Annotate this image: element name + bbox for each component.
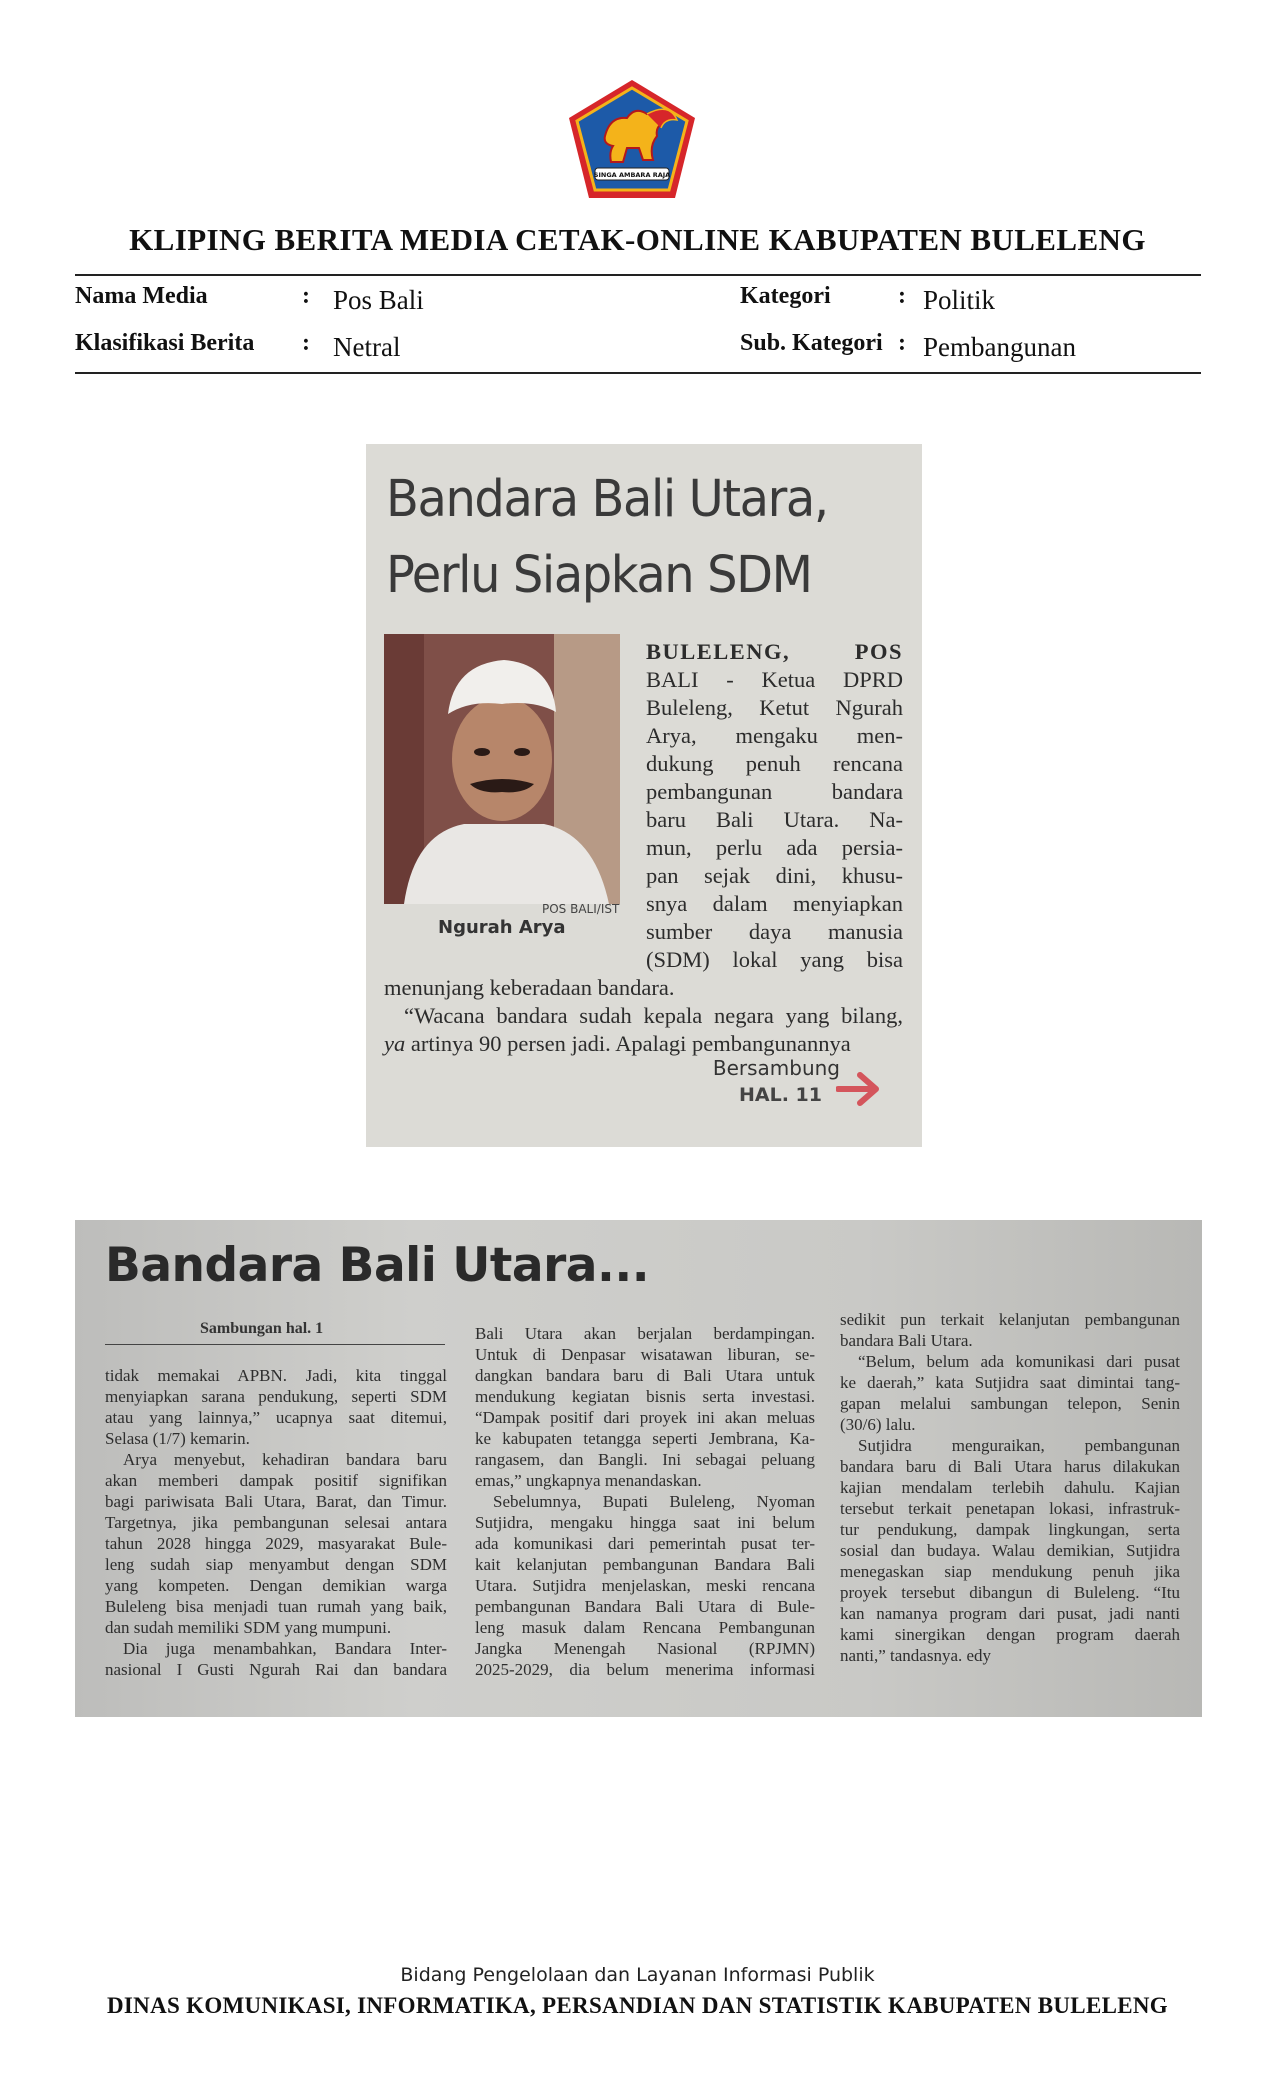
arrow-right-icon xyxy=(836,1070,882,1108)
article-line: “Wacana bandara sudah kepala negara yang bilang, xyxy=(404,1003,903,1028)
article-line: pembangunan Bandara Bali Utara di Bule- xyxy=(475,1597,815,1616)
newspaper-clipping-continuation xyxy=(75,1220,1202,1717)
article-line: “Dampak positif dari proyek ini akan meluas xyxy=(475,1408,815,1427)
article-line: ke kabupaten tetangga seperti Jembrana, Ka- xyxy=(475,1429,815,1448)
classification-colon: : xyxy=(302,330,310,356)
media-colon: : xyxy=(302,283,310,309)
continued-label: Bersambung xyxy=(712,1056,840,1080)
article-line: tur pendukung, dampak lingkungan, serta xyxy=(840,1520,1180,1539)
article-line: kan namanya program dari pusat, jadi nanti xyxy=(840,1604,1180,1623)
logo-text: SINGA AMBARA RAJA xyxy=(593,171,671,179)
article-line: sumber daya manusia xyxy=(646,919,903,944)
article-line: Arya menyebut, kehadiran bandara baru xyxy=(123,1450,447,1469)
article-line: Arya, mengaku men- xyxy=(646,723,903,748)
category-value: Politik xyxy=(923,285,996,315)
article-line: Buleleng bisa menjadi tuan rumah yang baik, xyxy=(105,1597,447,1616)
article-line: BULELENG, POS xyxy=(646,639,903,664)
article-line: proyek tersebut dibangun di Buleleng. “Itu xyxy=(840,1583,1180,1602)
article-line: Bali Utara akan berjalan berdampingan. xyxy=(475,1324,815,1343)
headline-line-2: Perlu Siapkan SDM xyxy=(386,546,812,605)
article-line: Buleleng, Ketut Ngurah xyxy=(646,695,903,720)
portrait-photo xyxy=(384,634,620,904)
article-line: akan memberi dampak positif signifikan xyxy=(105,1471,447,1490)
article-line: dangkan bandara baru di Bali Utara untuk xyxy=(475,1366,815,1385)
article-line: ada komunikasi dari pemerintah pusat ter- xyxy=(475,1534,815,1553)
newspaper-clipping-front xyxy=(366,444,922,1147)
article-line: Selasa (1/7) kemarin. xyxy=(105,1429,250,1448)
article-line: ke daerah,” kata Sutjidra saat dimintai tang- xyxy=(840,1373,1180,1392)
article-line: bandara baru di Bali Utara harus dilakukan xyxy=(840,1457,1180,1476)
article-line: menyiapkan sarana pendukung, seperti SDM xyxy=(105,1387,447,1406)
buleleng-regency-logo xyxy=(565,76,699,202)
article-line: “Belum, belum ada komunikasi dari pusat xyxy=(858,1352,1180,1371)
article-line: yang kompeten. Dengan demikian warga xyxy=(105,1576,447,1595)
article-line: rangasem, dan Bangli. Ini sebagai peluang xyxy=(475,1450,815,1469)
category-colon: : xyxy=(898,283,906,309)
article-line: snya dalam menyiapkan xyxy=(646,891,903,916)
article-line: menunjang keberadaan bandara. xyxy=(384,975,675,1000)
article-line: leng sudah siap menyambut dengan SDM xyxy=(105,1555,447,1574)
divider xyxy=(75,274,1201,276)
clipping-headline xyxy=(386,462,884,614)
clipping-headline: Bandara Bali Utara... xyxy=(105,1238,650,1293)
divider xyxy=(105,1344,445,1345)
article-line: Targetnya, jika pembangunan selesai antara xyxy=(105,1513,447,1532)
article-line: pembangunan bandara xyxy=(646,779,903,804)
article-line: dukung penuh rencana xyxy=(646,751,903,776)
article-line: mun, perlu ada persia- xyxy=(646,835,903,860)
subcategory-label: Sub. Kategori xyxy=(740,330,883,356)
category-label: Kategori xyxy=(740,283,831,309)
media-value: Pos Bali xyxy=(333,285,424,315)
continued-page: HAL. 11 xyxy=(739,1084,822,1106)
subcategory-colon: : xyxy=(898,330,906,356)
article-line: Untuk di Denpasar wisatawan liburan, se- xyxy=(475,1345,815,1364)
article-line: pan sejak dini, khusu- xyxy=(646,863,903,888)
article-line: gapan melalui sambungan telepon, Senin xyxy=(840,1394,1180,1413)
article-line: ya artinya 90 persen jadi. Apalagi pembangunannya xyxy=(384,1031,851,1056)
article-line: BALI - Ketua DPRD xyxy=(646,667,903,692)
classification-label: Klasifikasi Berita xyxy=(75,330,255,356)
article-line: tersebut terkait penetapan lokasi, infrastruk- xyxy=(840,1499,1180,1518)
article-line: 2025-2029, dia belum menerima informasi xyxy=(475,1660,815,1679)
article-line: Sebelumnya, Bupati Buleleng, Nyoman xyxy=(493,1492,815,1511)
article-line: nasional I Gusti Ngurah Rai dan bandara xyxy=(105,1660,447,1679)
article-line: Sutjidra, mengaku hingga saat ini belum xyxy=(475,1513,815,1532)
article-line: mendukung kegiatan bisnis serta investasi. xyxy=(475,1387,815,1406)
article-line: kait kelanjutan pembangunan Bandara Bali xyxy=(475,1555,815,1574)
divider xyxy=(75,372,1201,374)
media-label: Nama Media xyxy=(75,283,208,309)
article-line: kajian mendalam terlebih dahulu. Kajian xyxy=(840,1478,1180,1497)
subcategory-value: Pembangunan xyxy=(923,332,1076,362)
footer-agency: DINAS KOMUNIKASI, INFORMATIKA, PERSANDIAN DAN STATISTIK KABUPATEN BULELENG xyxy=(107,1993,1168,2018)
article-line: kami sinergikan dengan program daerah xyxy=(840,1625,1180,1644)
article-line: leng masuk dalam Rencana Pembangunan xyxy=(475,1618,815,1637)
article-line: tidak memakai APBN. Jadi, kita tinggal xyxy=(105,1366,447,1385)
article-line: bagi pariwisata Bali Utara, Barat, dan Timur. xyxy=(105,1492,447,1511)
italic-word: ya xyxy=(384,1031,406,1056)
article-line: nanti,” tandasnya. edy xyxy=(840,1646,992,1665)
article-line: tahun 2028 hingga 2029, masyarakat Bule- xyxy=(105,1534,447,1553)
article-line: emas,” ungkapnya menandaskan. xyxy=(475,1471,702,1490)
page-title: KLIPING BERITA MEDIA CETAK-ONLINE KABUPATEN BULELENG xyxy=(129,222,1146,257)
article-line: (SDM) lokal yang bisa xyxy=(646,947,903,972)
footer-department: Bidang Pengelolaan dan Layanan Informasi Publik xyxy=(400,1964,875,1986)
continuation-label: Sambungan hal. 1 xyxy=(200,1320,324,1337)
headline-line-1: Bandara Bali Utara, xyxy=(386,470,828,529)
article-line: (30/6) lalu. xyxy=(840,1415,916,1434)
article-line: dan sudah memiliki SDM yang mumpuni. xyxy=(105,1618,392,1637)
article-line: Dia juga menambahkan, Bandara Inter- xyxy=(123,1639,447,1658)
article-line: baru Bali Utara. Na- xyxy=(646,807,903,832)
article-line: Sutjidra menguraikan, pembangunan xyxy=(858,1436,1180,1455)
article-line: atau yang lainnya,” ucapnya saat ditemui, xyxy=(105,1408,447,1427)
article-line: bandara Bali Utara. xyxy=(840,1331,973,1350)
article-line: Jangka Menengah Nasional (RPJMN) xyxy=(475,1639,815,1658)
article-line: Utara. Sutjidra menjelaskan, meski rencana xyxy=(475,1576,815,1595)
classification-value: Netral xyxy=(333,332,401,362)
article-line: menegaskan siap mendukung penuh jika xyxy=(840,1562,1180,1581)
article-line: sosial dan budaya. Walau demikian, Sutjidra xyxy=(840,1541,1180,1560)
photo-caption: Ngurah Arya xyxy=(438,917,566,938)
photo-credit: POS BALI/IST xyxy=(542,902,620,916)
article-line: sedikit pun terkait kelanjutan pembangunan xyxy=(840,1310,1180,1329)
